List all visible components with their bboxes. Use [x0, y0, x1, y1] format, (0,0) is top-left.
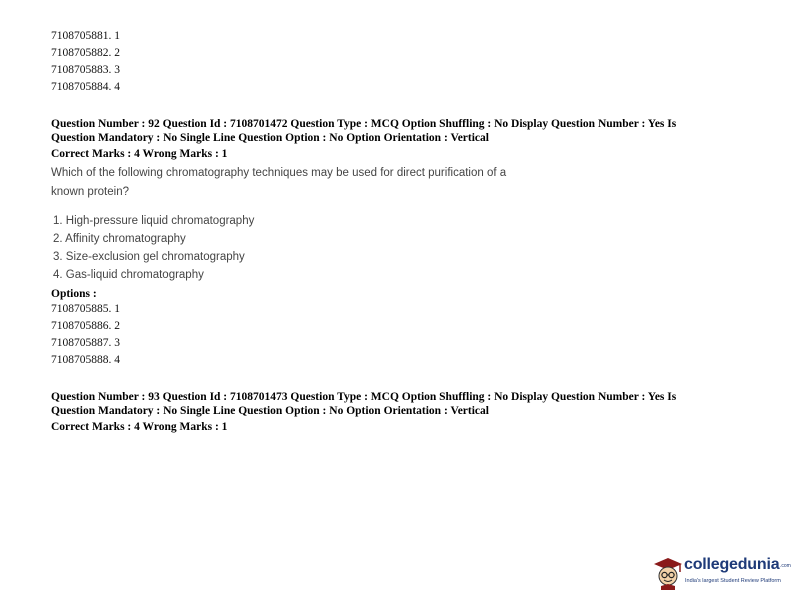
question-93-marks: Correct Marks : 4 Wrong Marks : 1	[51, 421, 228, 433]
option-id-line: 7108705883. 3	[51, 64, 120, 76]
options-label: Options :	[51, 288, 97, 300]
collegedunia-logo[interactable]	[652, 553, 792, 593]
question-92-text-line-1: Which of the following chromatography techniques may be used for direct purification of a	[51, 167, 507, 179]
option-id-line: 7108705884. 4	[51, 81, 120, 93]
question-92-choice-1: 1. High-pressure liquid chromatography	[53, 215, 255, 227]
option-id-line: 7108705882. 2	[51, 47, 120, 59]
question-92-choice-3: 3. Size-exclusion gel chromatography	[53, 251, 245, 263]
question-92-choice-2: 2. Affinity chromatography	[53, 233, 186, 245]
logo-tagline: India's largest Student Review Platform	[685, 578, 781, 584]
logo-domain-suffix: .com	[780, 563, 791, 569]
option-id-line: 7108705886. 2	[51, 320, 120, 332]
graduate-mascot-icon	[652, 555, 684, 591]
option-id-line: 7108705885. 1	[51, 303, 120, 315]
option-id-line: 7108705887. 3	[51, 337, 120, 349]
question-93-meta-line-1: Question Number : 93 Question Id : 7108701473 Question Type : MCQ Option Shuffling : No Display Question Number : Yes Is	[51, 391, 677, 403]
question-93-meta-line-2: Question Mandatory : No Single Line Question Option : No Option Orientation : Vertical	[51, 405, 489, 417]
option-id-line: 7108705881. 1	[51, 30, 120, 42]
question-92-marks: Correct Marks : 4 Wrong Marks : 1	[51, 148, 228, 160]
question-92-text-line-2: known protein?	[51, 186, 129, 198]
question-92-meta-line-1: Question Number : 92 Question Id : 7108701472 Question Type : MCQ Option Shuffling : No Display Question Number : Yes Is	[51, 118, 677, 130]
option-id-line: 7108705888. 4	[51, 354, 120, 366]
question-92-meta-line-2: Question Mandatory : No Single Line Question Option : No Option Orientation : Vertical	[51, 132, 489, 144]
question-92-choice-4: 4. Gas-liquid chromatography	[53, 269, 204, 281]
logo-wordmark: collegedunia	[684, 556, 780, 573]
